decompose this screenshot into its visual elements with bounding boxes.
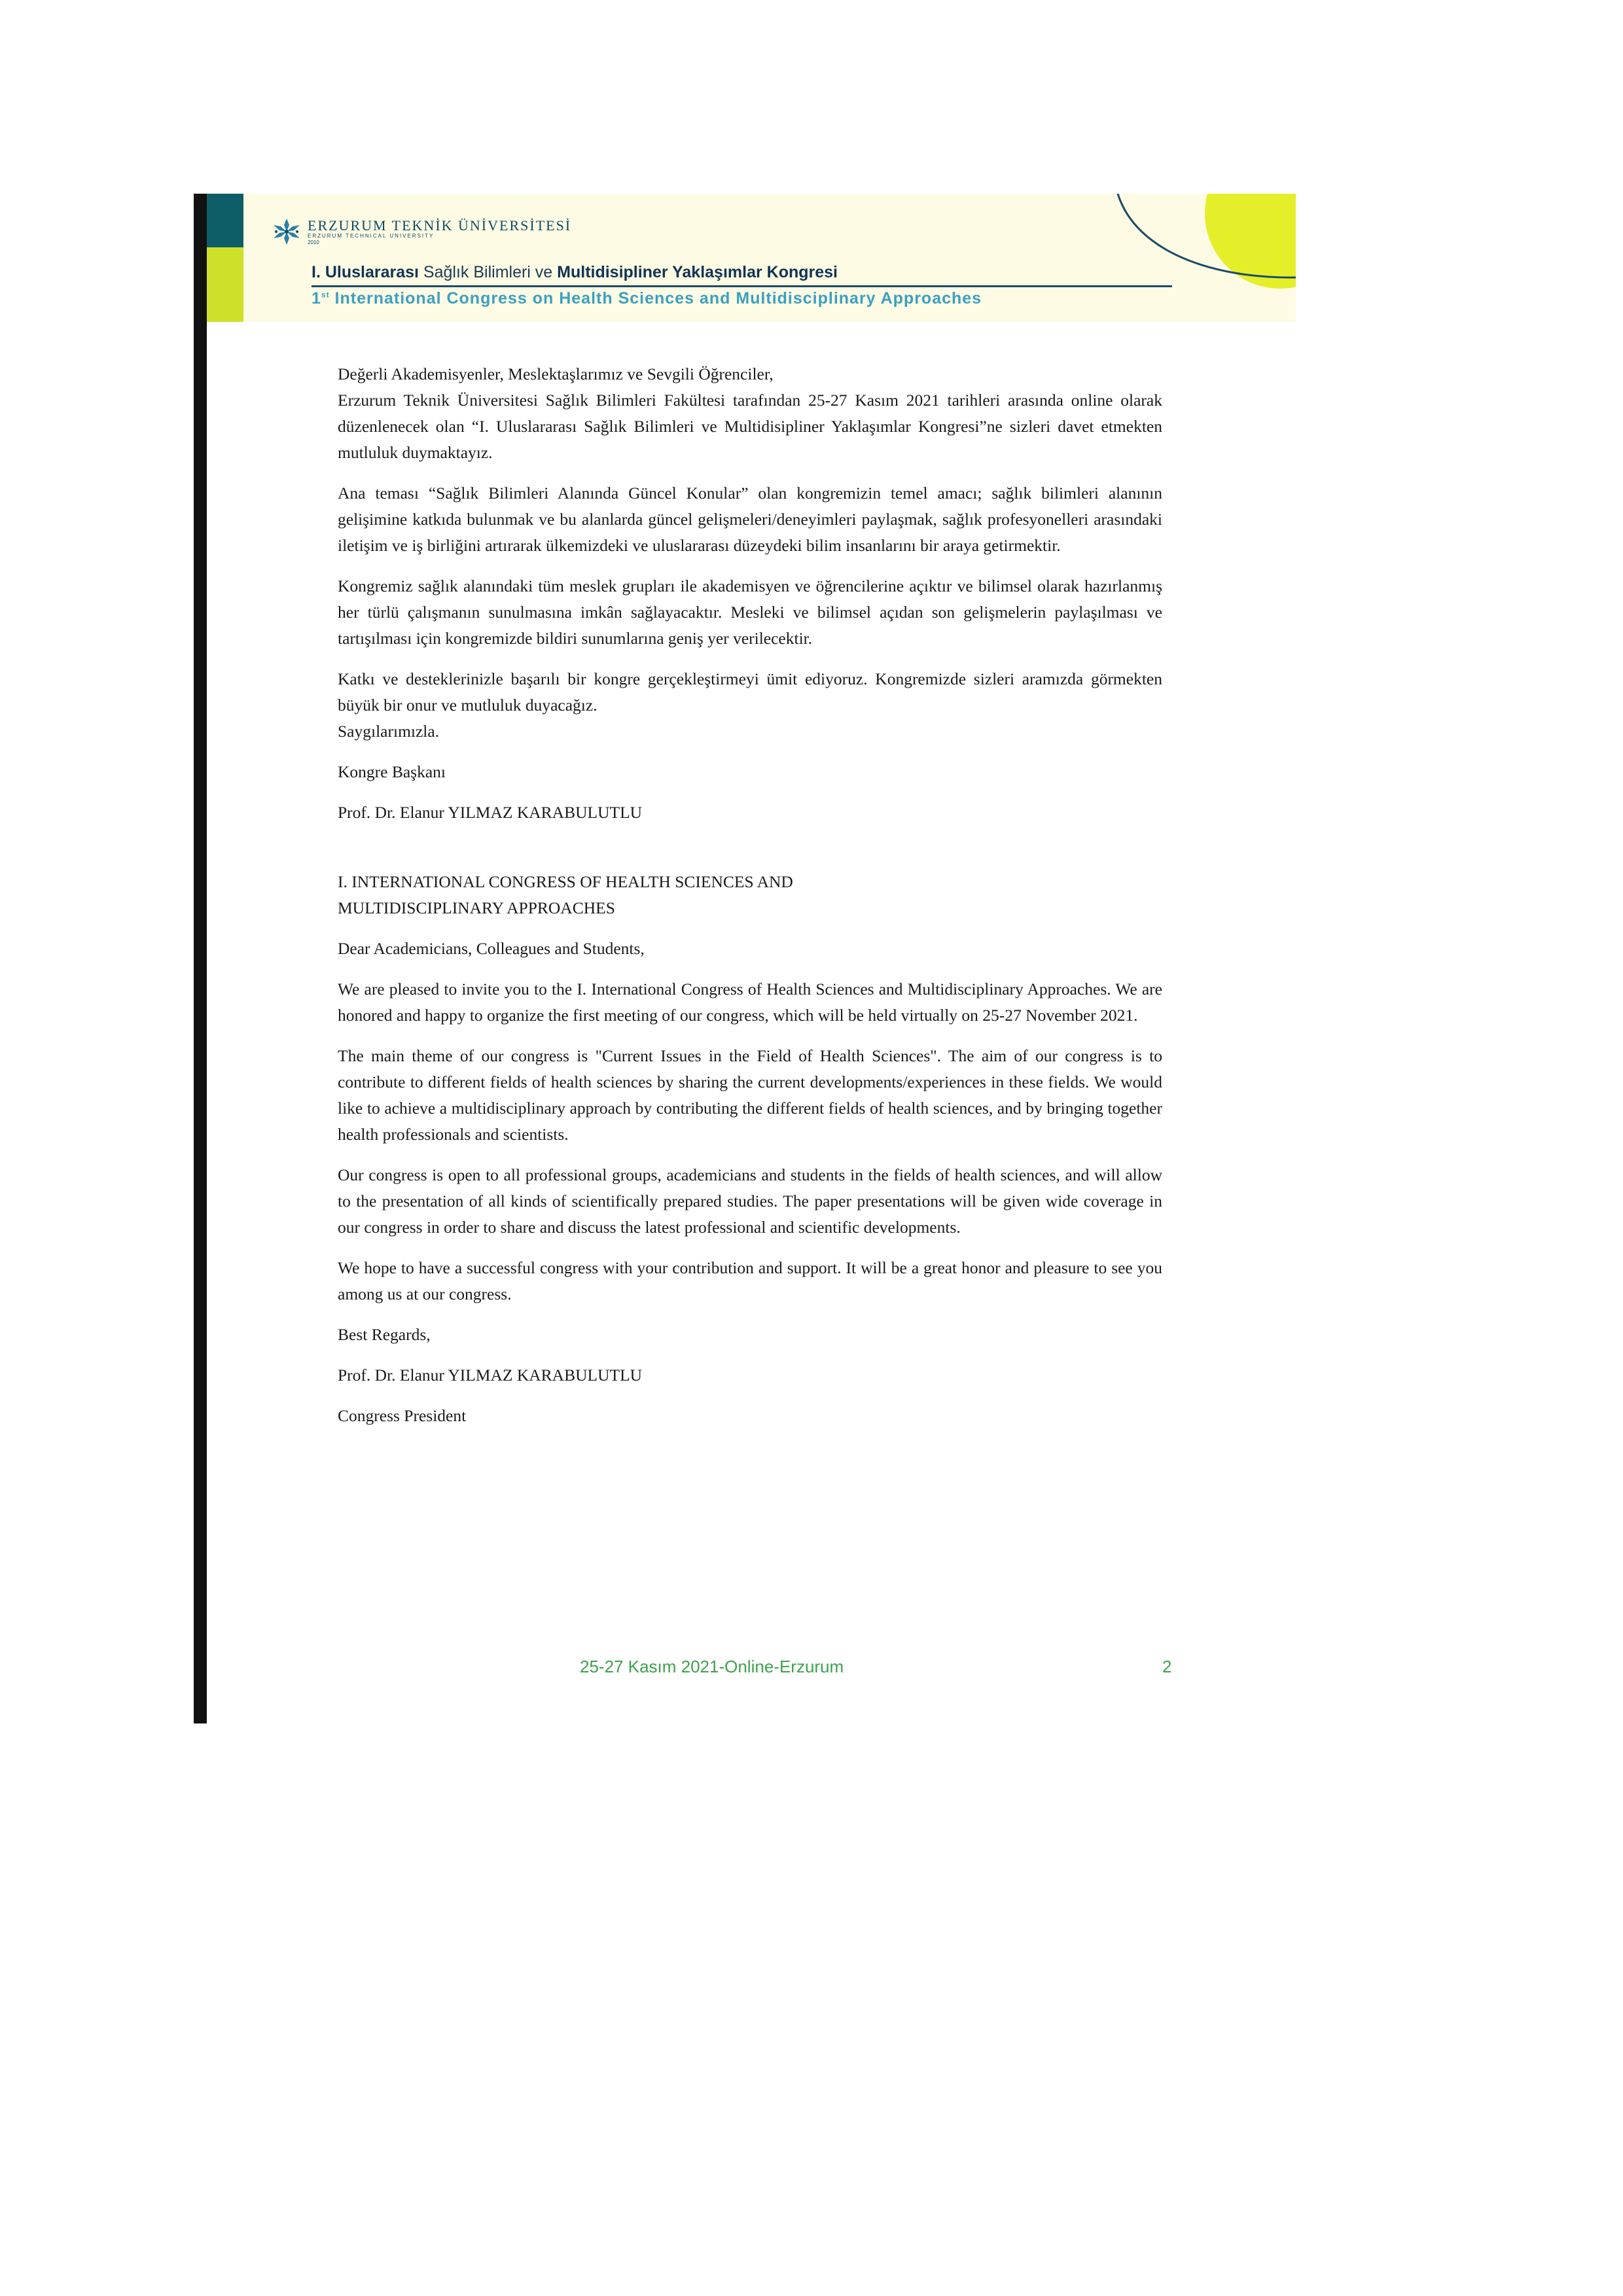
snowflake-logo-icon — [271, 217, 302, 246]
turkish-signatory-role: Kongre Başkanı — [338, 762, 446, 781]
lime-accent-bar — [207, 247, 243, 322]
letterhead — [207, 194, 1296, 322]
title-en-rest: International Congress on Health Sciences and Multidisciplinary Approaches — [329, 289, 982, 308]
title-tr-suffix: Multidisipliner Yaklaşımlar Kongresi — [557, 263, 838, 281]
turkish-paragraph-4-text: Katkı ve desteklerinizle başarılı bir kongre gerçekleştirmeyi ümit ediyoruz. Kongremizde sizleri aramızda görmekten büyük bir onur ve mutluluk duyacağız. — [338, 669, 1162, 715]
footer-event-info: 25-27 Kasım 2021-Online-Erzurum — [580, 1657, 844, 1676]
turkish-paragraph-2: Ana teması “Sağlık Bilimleri Alanında Güncel Konular” olan kongremizin temel amacı; sağlık bilimleri alanının gelişimine katkıda bulunmak ve bu alanlarda güncel gelişmeleri/deneyimleri paylaşmak, sağlık profesyonelleri arasındaki iletişim ve iş birliğini artırarak ülkemizdeki ve uluslararası düzeydeki bilim insanlarını bir araya getirmektir. — [338, 484, 1162, 555]
english-heading — [338, 869, 1162, 921]
header-divider — [312, 285, 1172, 287]
section-spacer — [338, 840, 1162, 869]
university-logo — [271, 217, 571, 246]
english-paragraph-4: We hope to have a successful congress with your contribution and support. It will be a great honor and pleasure to see you among us at our congress. — [338, 1258, 1162, 1303]
turkish-paragraph-1: Erzurum Teknik Üniversitesi Sağlık Bilimleri Fakültesi tarafından 25-27 Kasım 2021 tarihleri arasında online olarak düzenlenecek olan “I. Uluslararası Sağlık Bilimleri ve Multidisipliner Yaklaşımlar Kongresi”ne sizleri davet etmekten mutluluk duymaktayız. — [338, 391, 1162, 462]
congress-title-english — [312, 289, 982, 308]
turkish-closing: Saygılarımızla. — [338, 722, 440, 741]
title-en-ordinal: st — [321, 290, 330, 300]
english-paragraph-2: The main theme of our congress is "Current Issues in the Field of Health Sciences". The aim of our congress is to contribute to different fields of health sciences by sharing the current developments/experiences in these fields. We would like to achieve a multidisciplinary approach by contributing the different fields of health sciences, and by bringing together health professionals and scientists. — [338, 1046, 1162, 1144]
university-name-english: ERZURUM TECHNICAL UNIVERSITY — [308, 232, 435, 239]
university-name: ERZURUM TEKNİK ÜNİVERSİTESİ — [308, 217, 572, 234]
document-page — [194, 194, 1296, 1723]
turkish-paragraph-3: Kongremiz sağlık alanındaki tüm meslek grupları ile akademisyen ve öğrencilerine açıktır ve bilimsel olarak hazırlanmış her türlü çalışmanın sunulmasına imkân sağlayacaktır. Mesleki ve bilimsel açıdan son gelişmelerin paylaşılması ve tartışılması için kongremizde bildiri sunumlarına geniş yer verilecektir. — [338, 576, 1162, 648]
university-founding-year: 2010 — [308, 239, 319, 245]
english-salutation: Dear Academicians, Colleagues and Students, — [338, 939, 645, 958]
english-signatory-name: Prof. Dr. Elanur YILMAZ KARABULUTLU — [338, 1366, 643, 1385]
title-tr-middle: Sağlık Bilimleri ve — [418, 263, 558, 281]
english-signatory-role: Congress President — [338, 1406, 467, 1425]
page-number: 2 — [1162, 1657, 1172, 1676]
turkish-signatory-name: Prof. Dr. Elanur YILMAZ KARABULUTLU — [338, 803, 643, 822]
letter-body — [338, 361, 1162, 1443]
english-paragraph-1: We are pleased to invite you to the I. International Congress of Health Sciences and Multidisciplinary Approaches. We are honored and happy to organize the first meeting of our congress, which will be held virtually on 25-27 November 2021. — [338, 980, 1162, 1025]
turkish-paragraph-4 — [338, 666, 1162, 745]
teal-accent-bar — [207, 194, 243, 247]
turkish-salutation: Değerli Akademisyenler, Meslektaşlarımız ve Sevgili Öğrenciler, — [338, 364, 774, 383]
english-heading-line-2: MULTIDISCIPLINARY APPROACHES — [338, 898, 615, 917]
english-heading-line-1: I. INTERNATIONAL CONGRESS OF HEALTH SCIENCES AND — [338, 872, 793, 891]
english-paragraph-3: Our congress is open to all professional groups, academicians and students in the fields of health sciences, and will allow to the presentation of all kinds of scientifically prepared studies. The paper presentations will be given wide coverage in our congress in order to share and discuss the latest professional and scientific developments. — [338, 1165, 1162, 1237]
congress-title-turkish — [312, 263, 838, 282]
english-closing: Best Regards, — [338, 1325, 431, 1344]
title-tr-prefix: I. Uluslararası — [312, 263, 419, 281]
decorative-arc-graphic — [1110, 194, 1296, 322]
title-en-number: 1 — [312, 289, 321, 308]
